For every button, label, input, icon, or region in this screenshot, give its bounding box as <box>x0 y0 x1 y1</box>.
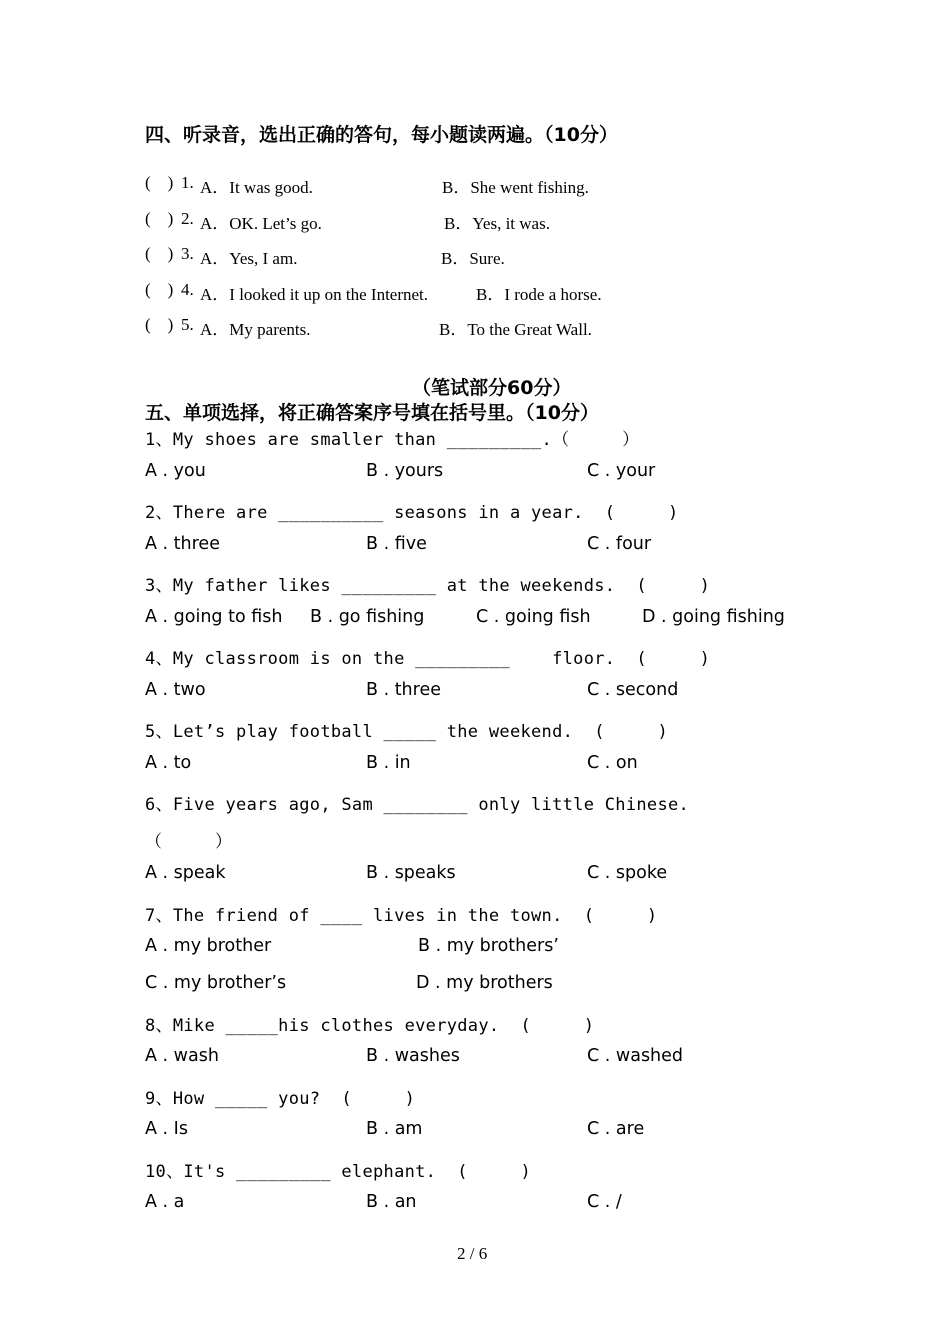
section-5-title: 五、单项选择，将正确答案序号填在括号里。（10分） <box>145 402 599 424</box>
question-stem: 6、Five years ago, Sam ________ only little Chinese. <box>145 795 690 815</box>
option-b: B . washes <box>366 1046 460 1066</box>
answer-bracket: （ ） <box>145 832 233 852</box>
option-a: A . you <box>145 461 206 481</box>
listening-number: 4. <box>181 280 194 299</box>
listening-option-b: B．Sure. <box>441 249 505 268</box>
listening-number: 1. <box>181 173 194 192</box>
option-d: D . my brothers <box>416 973 553 993</box>
question-stem: 2、There are __________ seasons in a year. ( ) <box>145 503 679 523</box>
option-b: B . yours <box>366 461 444 481</box>
option-c: C . going fish <box>476 607 591 627</box>
question-stem: 1、My shoes are smaller than _________.（ ） <box>145 430 640 450</box>
option-c: C . second <box>587 680 679 700</box>
option-b: B . an <box>366 1192 417 1212</box>
option-a: A . Is <box>145 1119 188 1139</box>
listening-option-a: A．My parents. <box>200 320 311 339</box>
listening-number: 5. <box>181 315 194 334</box>
option-a: A . a <box>145 1192 185 1212</box>
listening-bracket: ( ) <box>145 209 174 228</box>
listening-option-a: A．Yes, I am. <box>200 249 298 268</box>
option-b: B . in <box>366 753 411 773</box>
option-a: A . two <box>145 680 206 700</box>
option-c: C . spoke <box>587 863 668 883</box>
option-b: B . go fishing <box>310 607 425 627</box>
listening-option-b: B．Yes, it was. <box>444 214 550 233</box>
option-c: C . my brother’s <box>145 973 287 993</box>
listening-option-b: B．I rode a horse. <box>476 285 602 304</box>
option-b: B . my brothers’ <box>418 936 559 956</box>
option-a: A . three <box>145 534 220 554</box>
option-c: C . washed <box>587 1046 684 1066</box>
question-stem: 9、How _____ you? ( ) <box>145 1089 416 1109</box>
option-c: C . are <box>587 1119 645 1139</box>
option-b: B . three <box>366 680 441 700</box>
listening-bracket: ( ) <box>145 244 174 263</box>
listening-option-a: A．OK. Let’s go. <box>200 214 322 233</box>
question-stem: 10、It's _________ elephant. ( ) <box>145 1162 532 1182</box>
option-a: A . going to fish <box>145 607 283 627</box>
option-c: C . four <box>587 534 652 554</box>
question-stem: 8、Mike _____his clothes everyday. ( ) <box>145 1016 595 1036</box>
listening-option-b: B．She went fishing. <box>442 178 589 197</box>
option-c: C . your <box>587 461 656 481</box>
question-stem: 7、The friend of ____ lives in the town. ( ) <box>145 906 658 926</box>
option-b: B . am <box>366 1119 423 1139</box>
listening-option-a: A．I looked it up on the Internet. <box>200 285 429 304</box>
listening-option-a: A．It was good. <box>200 178 313 197</box>
option-a: A . my brother <box>145 936 272 956</box>
option-d: D . going fishing <box>642 607 785 627</box>
question-stem: 4、My classroom is on the _________ floor. ( ) <box>145 649 711 669</box>
listening-option-b: B．To the Great Wall. <box>439 320 592 339</box>
option-c: C . on <box>587 753 638 773</box>
option-c: C . / <box>587 1192 622 1212</box>
listening-number: 2. <box>181 209 194 228</box>
option-a: A . to <box>145 753 192 773</box>
listening-bracket: ( ) <box>145 280 174 299</box>
option-a: A . speak <box>145 863 226 883</box>
page-number: 2 / 6 <box>457 1244 488 1263</box>
listening-bracket: ( ) <box>145 173 174 192</box>
option-b: B . five <box>366 534 427 554</box>
listening-number: 3. <box>181 244 194 263</box>
written-part-label: （笔试部分60分） <box>412 377 572 399</box>
listening-bracket: ( ) <box>145 315 174 334</box>
section-4-title: 四、听录音，选出正确的答句，每小题读两遍。（10分） <box>145 124 618 146</box>
option-a: A . wash <box>145 1046 219 1066</box>
option-b: B . speaks <box>366 863 456 883</box>
question-stem: 3、My father likes _________ at the weekends. ( ) <box>145 576 711 596</box>
question-stem: 5、Let’s play football _____ the weekend. ( ) <box>145 722 668 742</box>
